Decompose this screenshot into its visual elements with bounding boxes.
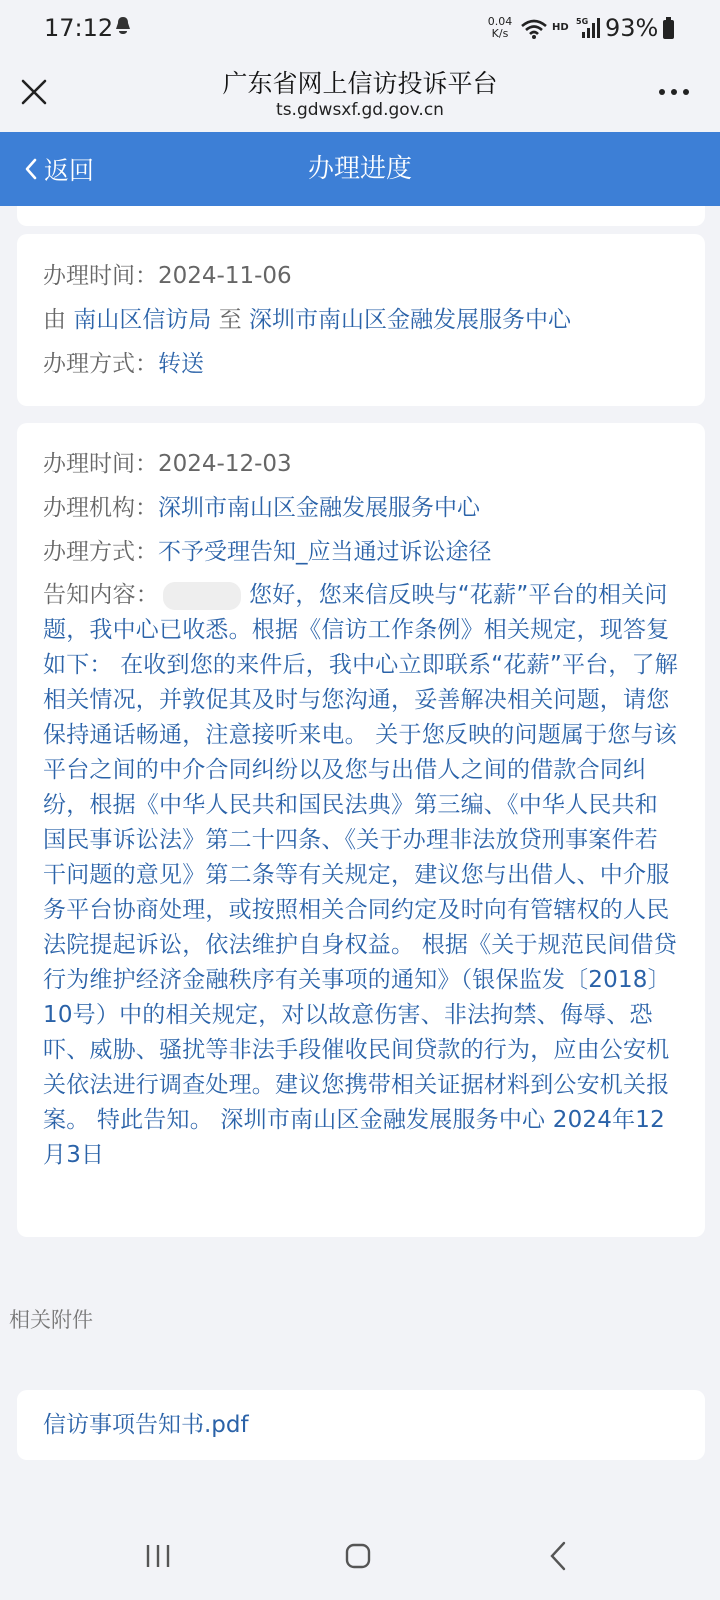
record-method: 转送: [158, 351, 204, 377]
attachments-label: 相关附件: [9, 1308, 93, 1332]
status-time: 17:12: [44, 14, 114, 42]
record-card: [17, 423, 705, 1237]
signal-icon: [576, 16, 600, 40]
wifi-icon: [520, 18, 548, 40]
attachment-link[interactable]: 信访事项告知书.pdf: [17, 1390, 705, 1460]
app-header: [0, 132, 720, 206]
record-time: 2024-12-03: [158, 451, 292, 477]
chevron-left-icon: [24, 158, 38, 180]
nav-back-icon[interactable]: [548, 1540, 568, 1572]
net-speed: 0.04 K/s: [487, 15, 513, 40]
record-org-row: 办理机构：深圳市南山区金融发展服务中心: [43, 495, 480, 521]
back-label: 返回: [44, 156, 95, 185]
back-button[interactable]: [24, 132, 94, 206]
page-title: 办理进度: [307, 154, 412, 184]
battery-icon: [663, 20, 674, 39]
record-card-previous: [17, 206, 705, 226]
record-time: 2024-11-06: [158, 263, 292, 289]
recent-apps-icon[interactable]: [144, 1542, 172, 1570]
record-org: 深圳市南山区金融发展服务中心: [158, 495, 480, 521]
record-card: [17, 234, 705, 406]
record-method-row: 办理方式：不予受理告知_应当通过诉讼途径: [43, 539, 492, 565]
record-method-row: 办理方式：转送: [43, 351, 204, 377]
record-route-row: 由 南山区信访局 至 深圳市南山区金融发展服务中心: [43, 307, 571, 333]
more-icon[interactable]: [656, 82, 692, 102]
record-from: 南山区信访局: [73, 307, 212, 333]
record-method: 不予受理告知_应当通过诉讼途径: [158, 539, 492, 565]
browser-title: 广东省网上信访投诉平台: [222, 69, 498, 98]
system-nav-bar: [0, 1520, 720, 1600]
redacted-name: [163, 582, 241, 610]
battery-level: 93%: [605, 14, 659, 42]
browser-bar: [0, 58, 720, 132]
notice-content: 您好，您来信反映与“花薪”平台的相关问题，我中心已收悉。根据《信访工作条例》相关规定，现答复如下： 在收到您的来件后，我中心立即联系“花薪”平台，了解相关情况，并敦促其及时与您沟通，妥善解决相关问题，请您保持通话畅通，注意接听来电。 关于您反映的问题属于您与该平台之间的中介合同纠纷以及您与出借人之间的借款合同纠纷，根据《中华人民共和国民法典》第三编、《中华人民共和国民事诉讼法》第二十四条、《关于办理非法放贷刑事案件若干问题的意见》第二条等有关规定，建议您与出借人、中介服务平台协商处理，或按照相关合同约定及时向有管辖权的人民法院提起诉讼，依法维护自身权益。 根据《关于规范民间借贷行为维护经济金融秩序有关事项的通知》（银保监发〔2018〕10号）中的相关规定，对以故意伤害、非法拘禁、侮辱、恐吓、威胁、骚扰等非法手段催收民间贷款的行为，应由公安机关依法进行调查处理。建议您携带相关证据材料到公安机关报案。 特此告知。 深圳市南山区金融发展服务中心 2024年12月3日: [43, 582, 678, 1168]
home-icon[interactable]: [344, 1542, 372, 1570]
record-notice: 告知内容： 您好，您来信反映与“花薪”平台的相关问题，我中心已收悉。根据《信访工作条例》相关规定，现答复如下： 在收到您的来件后，我中心立即联系“花薪”平台，了解相关情况，并敦促其及时与您沟通，妥善解决相关问题，请您保持通话畅通，注意接听来电。 关于您反映的问题属于您与该平台之间的中介合同纠纷以及您与出借人之间的借款合同纠纷，根据《中华人民共和国民法典》第三编、《中华人民共和国民事诉讼法》第二十四条、《关于办理非法放贷刑事案件若干问题的意见》第二条等有关规定，建议您与出借人、中介服务平台协商处理，或按照相关合同约定及时向有管辖权的人民法院提起诉讼，依法维护自身权益。 根据《关于规范民间借贷行为维护经济金融秩序有关事项的通知》（银保监发〔2018〕10号）中的相关规定，对以故意伤害、非法拘禁、侮辱、恐吓、威胁、骚扰等非法手段催收民间贷款的行为，应由公安机关依法进行调查处理。建议您携带相关证据材料到公安机关报案。 特此告知。 深圳市南山区金融发展服务中心 2024年12月3日: [43, 582, 678, 1168]
notification-icon: [112, 15, 134, 39]
progress-content[interactable]: [0, 206, 720, 1520]
svg-text:5G: 5G: [576, 17, 589, 26]
record-to: 深圳市南山区金融发展服务中心: [248, 307, 571, 333]
record-time-row: 办理时间：2024-12-03: [43, 451, 292, 477]
browser-url: ts.gdwsxf.gd.gov.cn: [276, 100, 444, 120]
status-bar: [0, 0, 720, 58]
record-time-row: 办理时间：2024-11-06: [43, 263, 292, 289]
hd-indicator: HD: [552, 22, 569, 33]
